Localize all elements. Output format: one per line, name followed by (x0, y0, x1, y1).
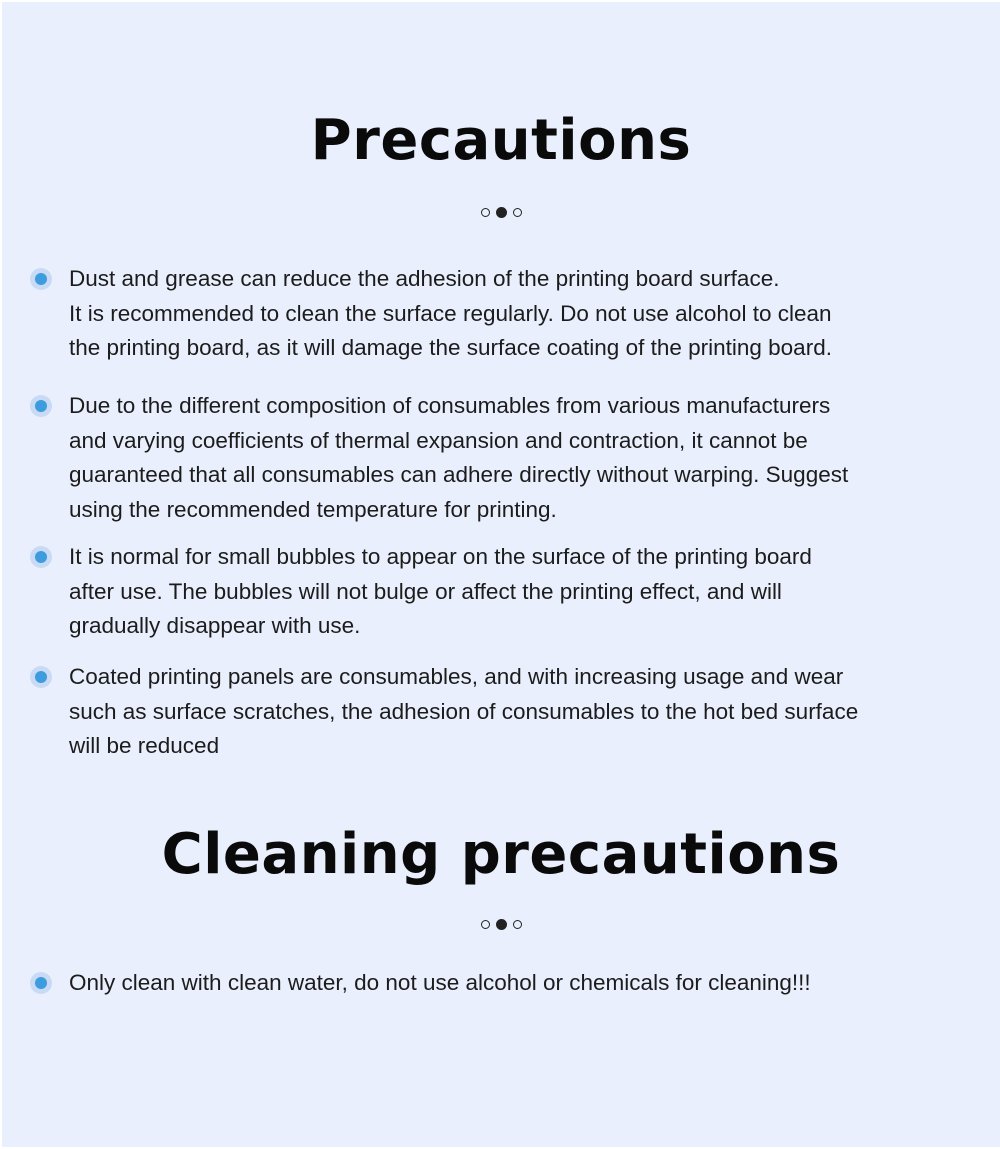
blue-dot-bullet-icon (30, 395, 52, 417)
filled-dot-icon (496, 919, 507, 930)
list-item (30, 540, 970, 644)
blue-dot-bullet-icon (30, 546, 52, 568)
list-item (30, 966, 970, 1001)
ring-dot-icon (513, 920, 522, 929)
blue-dot-bullet-icon (30, 972, 52, 994)
blue-dot-bullet-icon (30, 666, 52, 688)
list-item (30, 262, 970, 366)
list-item-text: It is normal for small bubbles to appear on the surface of the printing board after use. The bubbles will not bulge or affect the printing effect, and will gradually disappear with use. (69, 544, 812, 638)
ring-dot-icon (481, 920, 490, 929)
ring-dot-icon (481, 208, 490, 217)
list-item (30, 660, 970, 764)
ring-dot-icon (513, 208, 522, 217)
page (2, 2, 1000, 1147)
filled-dot-icon (496, 207, 507, 218)
list-item (30, 389, 970, 527)
section-title-cleaning-precautions: Cleaning precautions (161, 822, 841, 887)
three-dots-divider-icon (2, 205, 1000, 219)
list-item-text: Only clean with clean water, do not use alcohol or chemicals for cleaning!!! (69, 970, 811, 995)
three-dots-divider-icon (2, 917, 1000, 931)
list-item-text: Coated printing panels are consumables, and with increasing usage and wear such as surface scratches, the adhesion of consumables to the hot bed surface will be reduced (69, 664, 859, 758)
list-item-text: Dust and grease can reduce the adhesion of the printing board surface. It is recommended to clean the surface regularly. Do not use alcohol to clean the printing board, as it will damage the surface coating of the printing board. (69, 266, 832, 360)
list-item-text: Due to the different composition of consumables from various manufacturers and varying coefficients of thermal expansion and contraction, it cannot be guaranteed that all consumables can adhere directly without warping. Suggest using the recommended temperature for printing. (69, 393, 849, 522)
section-title-precautions: Precautions (310, 108, 692, 173)
blue-dot-bullet-icon (30, 268, 52, 290)
